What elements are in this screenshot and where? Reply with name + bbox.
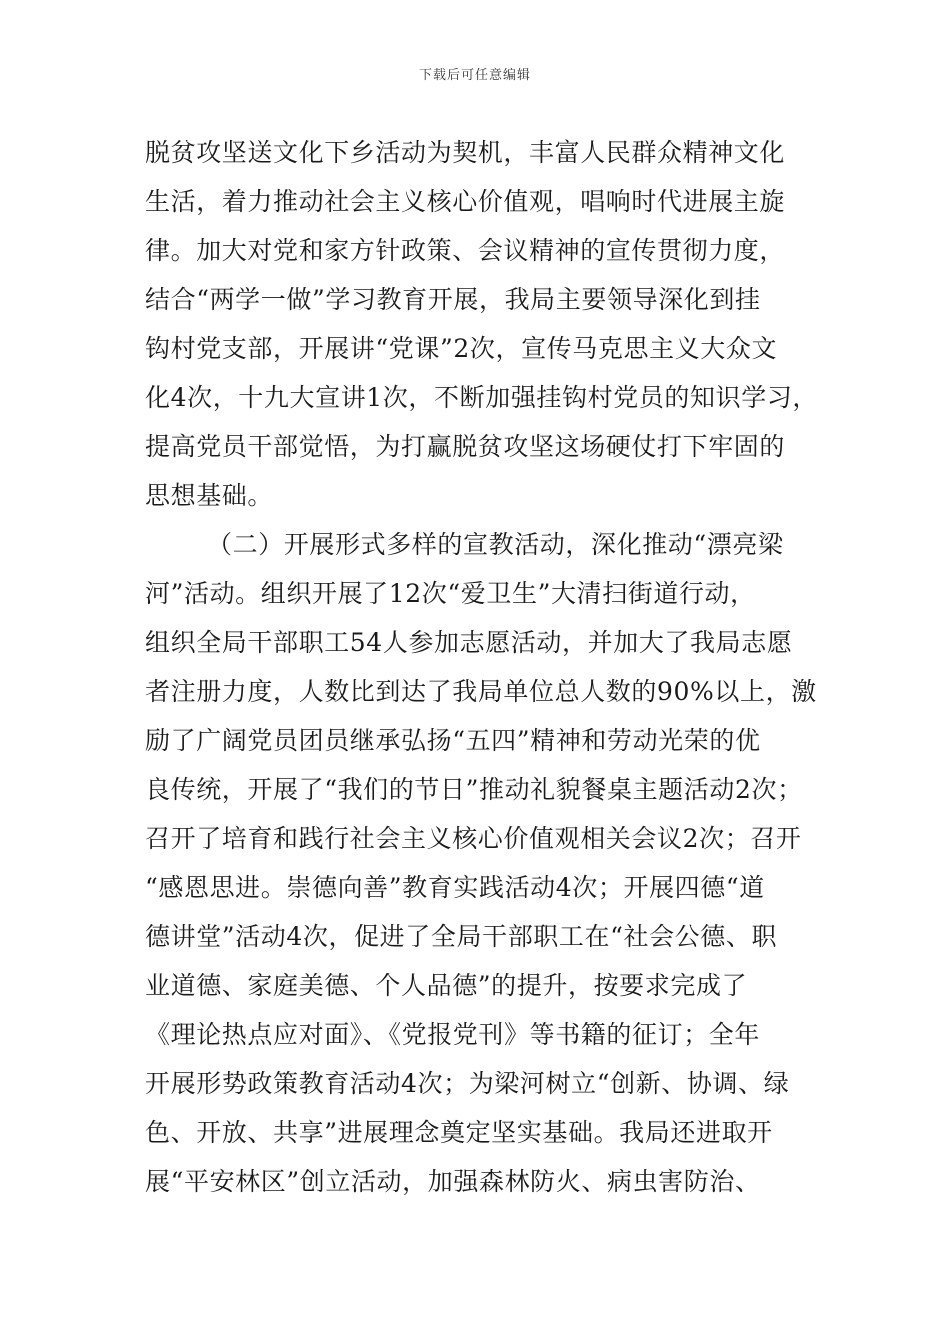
text-line: 色、开放、共享”进展理念奠定坚实基础。我局还进取开 xyxy=(145,1118,773,1147)
text-line: 结合“两学一做”学习教育开展，我局主要领导深化到挂 xyxy=(145,285,761,314)
text-line: 钩村党支部，开展讲“党课”2次，宣传马克思主义大众文 xyxy=(145,334,778,363)
text-line: 德讲堂”活动4次，促进了全局干部职工在“社会公德、职 xyxy=(145,922,778,951)
text-line: 生活，着力推动社会主义核心价值观，唱响时代进展主旋 xyxy=(145,187,786,216)
text-line: 化4次，十九大宣讲1次，不断加强挂钩村党员的知识学习， xyxy=(145,383,819,412)
document-body xyxy=(145,128,825,1206)
text-line: 脱贫攻坚送文化下乡活动为契机，丰富人民群众精神文化 xyxy=(145,138,786,167)
text-line: 者注册力度，人数比到达了我局单位总人数的90%以上，激 xyxy=(145,677,817,706)
text-line: 良传统，开展了“我们的节日”推动礼貌餐桌主题活动2次； xyxy=(145,775,803,804)
text-line: 提高党员干部觉悟，为打赢脱贫攻坚这场硬仗打下牢固的 xyxy=(145,432,786,461)
page-header: 下载后可任意编辑 xyxy=(418,68,531,83)
text-line: 业道德、家庭美德、个人品德”的提升，按要求完成了 xyxy=(145,971,748,1000)
text-line: 开展形势政策教育活动4次；为梁河树立“创新、协调、绿 xyxy=(145,1069,790,1098)
text-line: 律。加大对党和家方针政策、会议精神的宣传贯彻力度， xyxy=(145,236,786,265)
text-line: 河”活动。组织开展了12次“爱卫生”大清扫街道行动， xyxy=(145,579,756,608)
text-line: 组织全局干部职工54人参加志愿活动，并加大了我局志愿 xyxy=(145,628,793,657)
section-heading-line: （二）开展形式多样的宣教活动，深化推动“漂亮梁 xyxy=(207,530,784,559)
text-line: 励了广阔党员团员继承弘扬“五四”精神和劳动光荣的优 xyxy=(145,726,761,755)
text-line: 展“平安林区”创立活动，加强森林防火、病虫害防治、 xyxy=(145,1167,761,1196)
text-line: 思想基础。 xyxy=(145,481,274,510)
text-line: “感恩思进。崇德向善”教育实践活动4次；开展四德“道 xyxy=(145,873,765,902)
text-line: 《理论热点应对面》、《党报党刊》等书籍的征订；全年 xyxy=(145,1020,761,1049)
text-line: 召开了培育和践行社会主义核心价值观相关会议2次；召开 xyxy=(145,824,802,853)
